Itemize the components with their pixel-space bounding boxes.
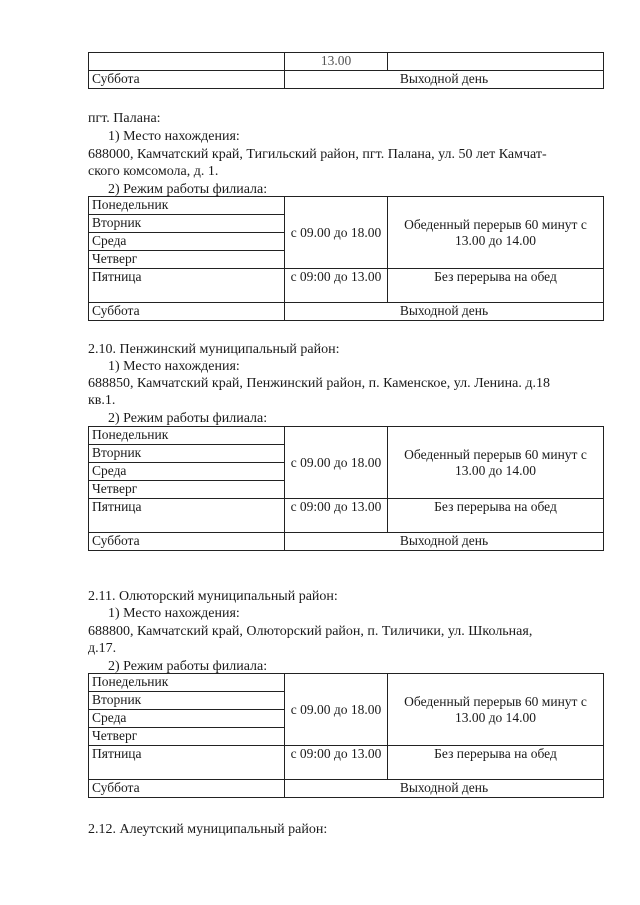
penzhinsky-schedule-label: 2) Режим работы филиала: <box>108 411 268 426</box>
weekday-time: с 09.00 до 18.00 <box>285 674 388 746</box>
olyutorsky-address-line2: д.17. <box>88 641 117 656</box>
day-monday: Понедельник <box>89 427 285 445</box>
day-monday: Понедельник <box>89 674 285 692</box>
weekday-note: Обеденный перерыв 60 минут с 13.00 до 14.00 <box>388 197 604 269</box>
day-friday: Пятница <box>89 269 285 303</box>
palana-heading: пгт. Палана: <box>88 111 161 126</box>
day-tuesday: Вторник <box>89 215 285 233</box>
day-wednesday: Среда <box>89 233 285 251</box>
aleutsky-heading: 2.12. Алеутский муниципальный район: <box>88 822 328 837</box>
penzhinsky-heading: 2.10. Пенжинский муниципальный район: <box>88 342 340 357</box>
friday-time: с 09:00 до 13.00 <box>285 499 388 533</box>
day-thursday: Четверг <box>89 251 285 269</box>
weekday-time: с 09.00 до 18.00 <box>285 197 388 269</box>
day-saturday: Суббота <box>89 533 285 551</box>
empty-cell <box>89 53 285 71</box>
palana-location-label: 1) Место нахождения: <box>108 129 240 144</box>
day-tuesday: Вторник <box>89 445 285 463</box>
penzhinsky-address-line1: 688850, Камчатский край, Пенжинский район, п. Каменское, ул. Ленина. д.18 <box>88 376 550 391</box>
penzhinsky-address-line2: кв.1. <box>88 393 116 408</box>
olyutorsky-schedule-table <box>88 673 604 798</box>
olyutorsky-location-label: 1) Место нахождения: <box>108 606 240 621</box>
olyutorsky-heading: 2.11. Олюторский муниципальный район: <box>88 589 338 604</box>
palana-schedule-table <box>88 196 604 321</box>
weekday-time: с 09.00 до 18.00 <box>285 427 388 499</box>
saturday-note: Выходной день <box>285 533 604 551</box>
day-tuesday: Вторник <box>89 692 285 710</box>
day-friday: Пятница <box>89 499 285 533</box>
friday-note: Без перерыва на обед <box>388 499 604 533</box>
day-friday: Пятница <box>89 746 285 780</box>
day-monday: Понедельник <box>89 197 285 215</box>
weekday-note: Обеденный перерыв 60 минут с 13.00 до 14.00 <box>388 674 604 746</box>
friday-note: Без перерыва на обед <box>388 746 604 780</box>
penzhinsky-schedule-table <box>88 426 604 551</box>
friday-note: Без перерыва на обед <box>388 269 604 303</box>
palana-schedule-label: 2) Режим работы филиала: <box>108 182 268 197</box>
olyutorsky-address-line1: 688800, Камчатский край, Олюторский район, п. Тиличики, ул. Школьная, <box>88 624 533 639</box>
saturday-note: Выходной день <box>285 303 604 321</box>
saturday-note: Выходной день <box>285 780 604 798</box>
day-thursday: Четверг <box>89 728 285 746</box>
saturday-note-cell: Выходной день <box>285 71 604 89</box>
day-wednesday: Среда <box>89 463 285 481</box>
saturday-cell: Суббота <box>89 71 285 89</box>
day-thursday: Четверг <box>89 481 285 499</box>
day-wednesday: Среда <box>89 710 285 728</box>
friday-time: с 09:00 до 13.00 <box>285 746 388 780</box>
schedule-table-fragment <box>88 52 604 89</box>
empty-cell <box>388 53 604 71</box>
day-saturday: Суббота <box>89 303 285 321</box>
palana-address-line1: 688000, Камчатский край, Тигильский район, пгт. Палана, ул. 50 лет Камчат- <box>88 147 547 162</box>
penzhinsky-location-label: 1) Место нахождения: <box>108 359 240 374</box>
olyutorsky-schedule-label: 2) Режим работы филиала: <box>108 659 268 674</box>
time-tail-cell: 13.00 <box>285 53 388 71</box>
day-saturday: Суббота <box>89 780 285 798</box>
weekday-note: Обеденный перерыв 60 минут с 13.00 до 14.00 <box>388 427 604 499</box>
palana-address-line2: ского комсомола, д. 1. <box>88 164 219 179</box>
friday-time: с 09:00 до 13.00 <box>285 269 388 303</box>
